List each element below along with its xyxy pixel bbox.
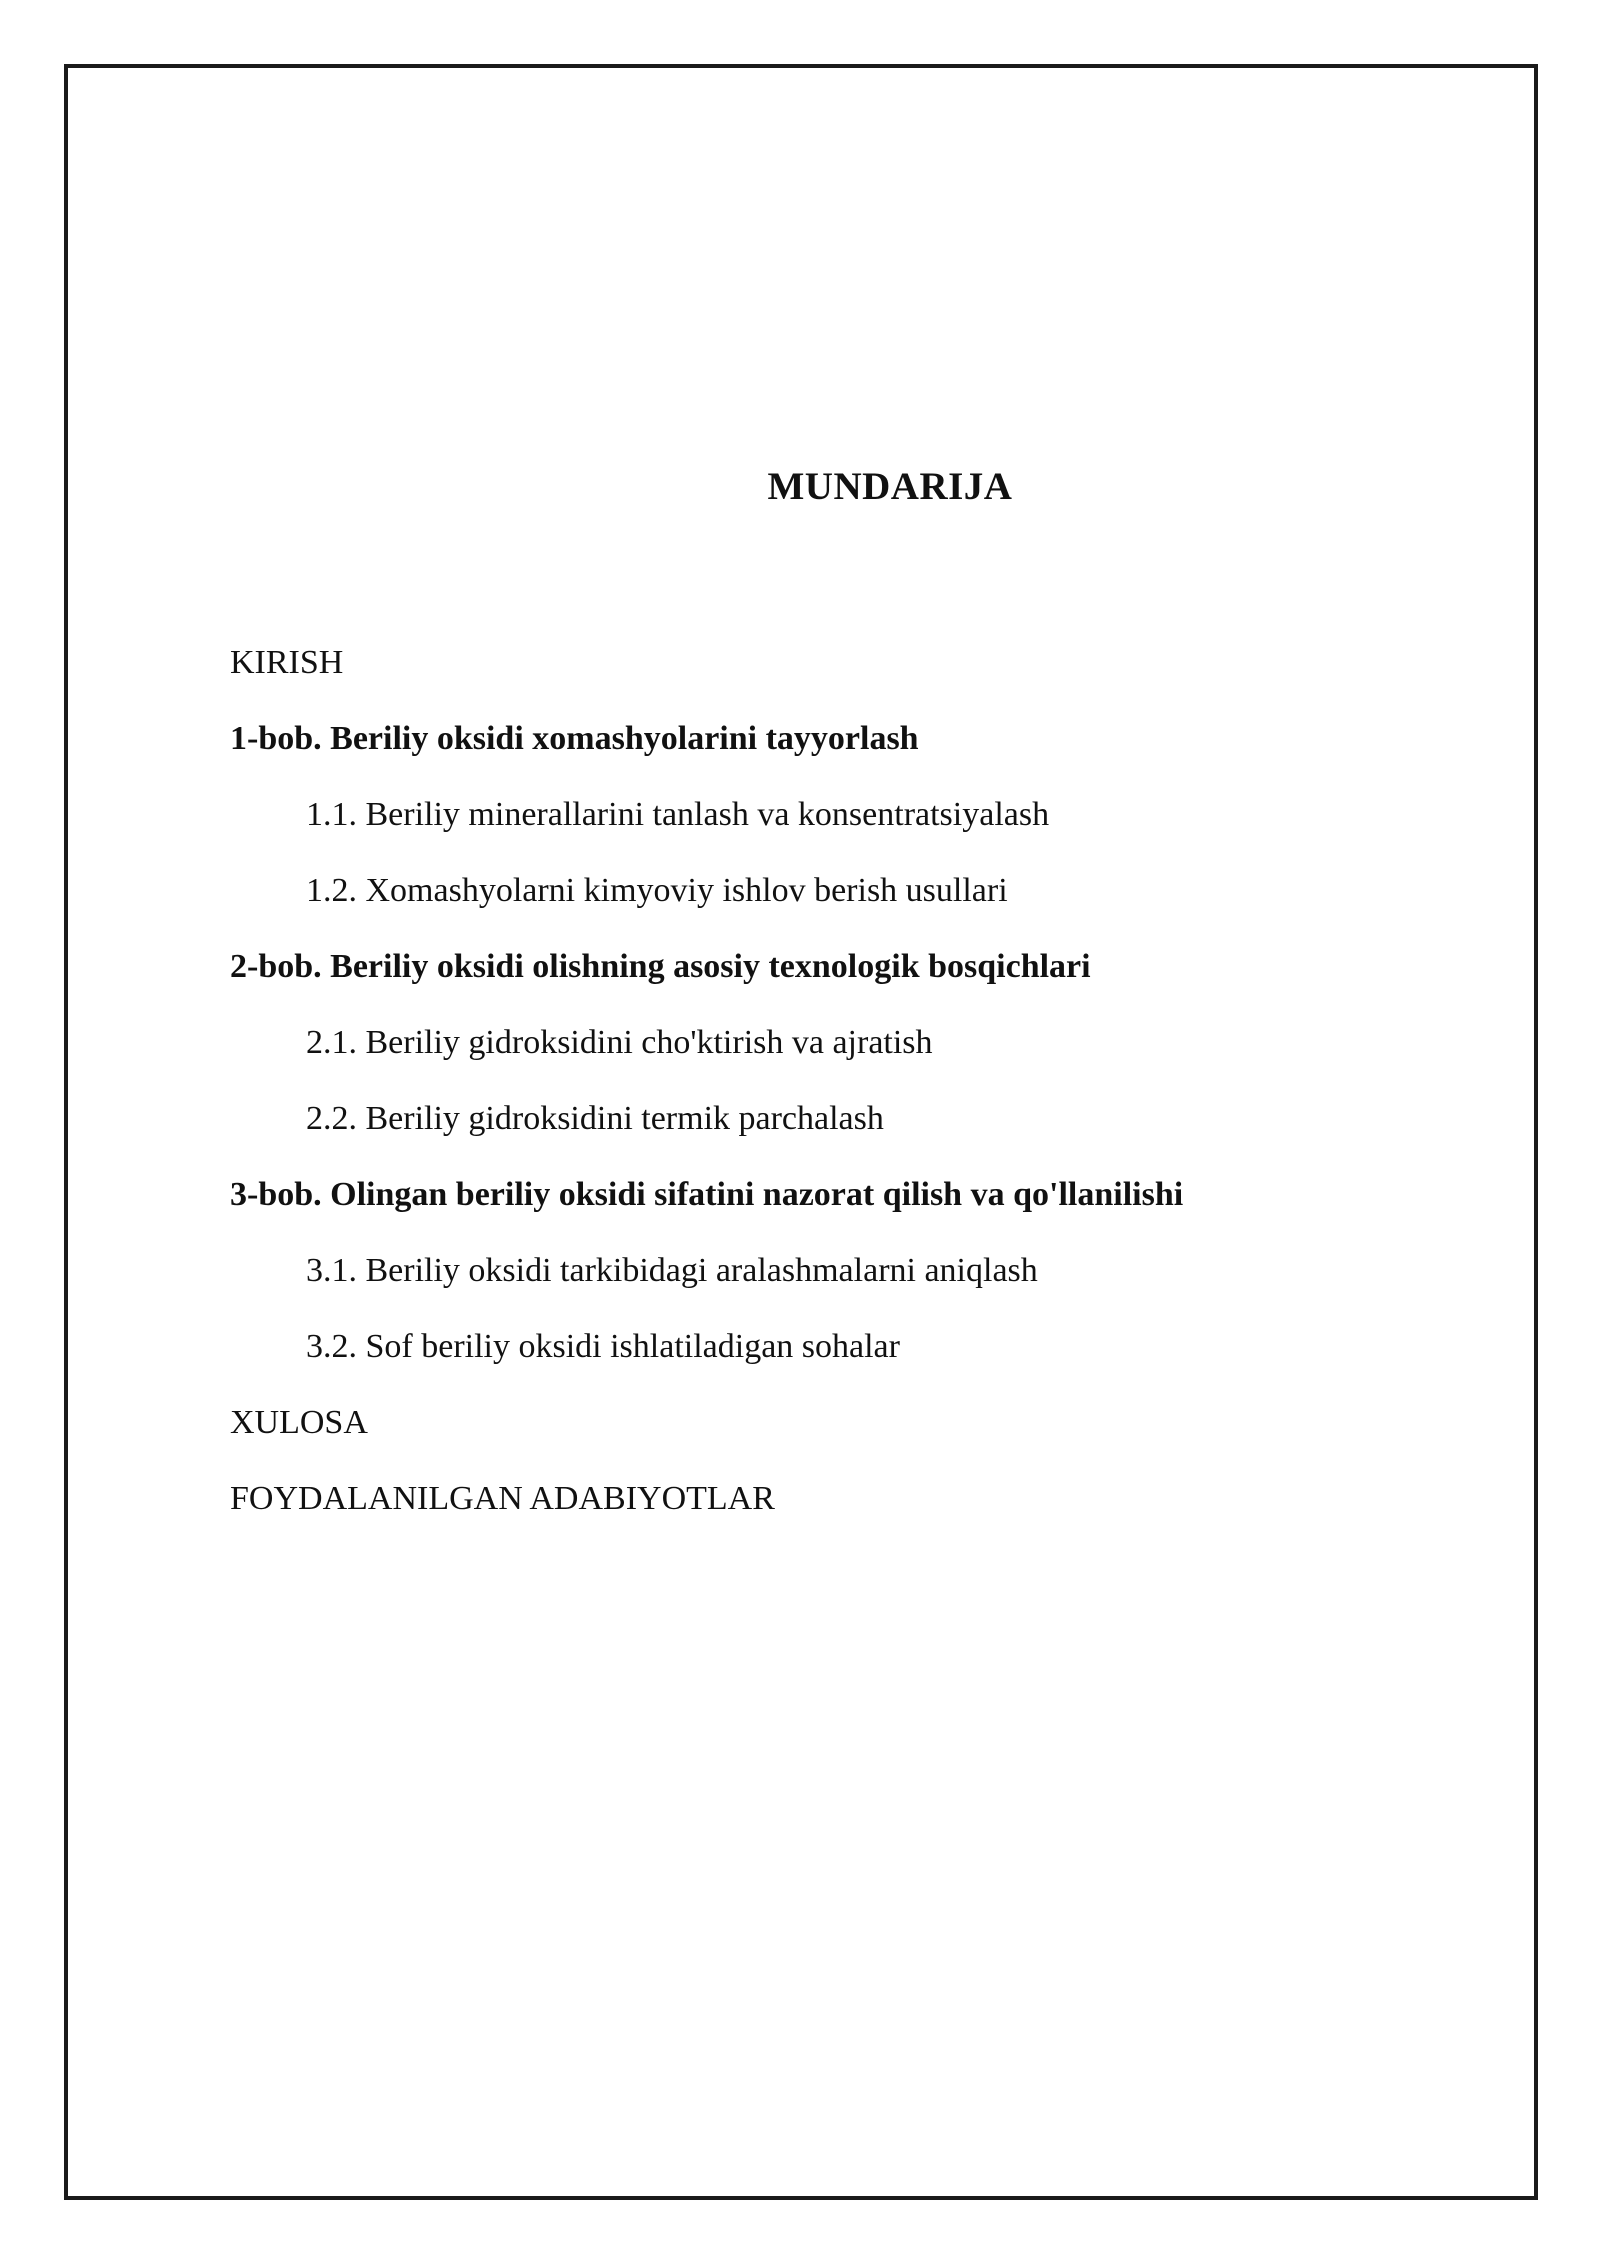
toc-section-3-2: 3.2. Sof beriliy oksidi ishlatiladigan sohalar	[306, 1328, 900, 1365]
toc-chapter-2: 2-bob. Beriliy oksidi olishning asosiy texnologik bosqichlari	[230, 948, 1091, 985]
toc-title: MUNDARIJA	[767, 465, 1013, 508]
toc-section-2-2: 2.2. Beriliy gidroksidini termik parchalash	[306, 1100, 884, 1137]
table-of-contents	[230, 640, 1480, 1552]
toc-section-1-2: 1.2. Xomashyolarni kimyoviy ishlov berish usullari	[306, 872, 1008, 909]
toc-section-1-1: 1.1. Beriliy minerallarini tanlash va konsentratsiyalash	[306, 796, 1050, 833]
toc-chapter-3: 3-bob. Olingan beriliy oksidi sifatini nazorat qilish va qo'llanilishi	[230, 1176, 1184, 1213]
toc-section-3-1: 3.1. Beriliy oksidi tarkibidagi aralashmalarni aniqlash	[306, 1252, 1038, 1289]
toc-entry-xulosa: XULOSA	[230, 1404, 368, 1441]
toc-chapter-1: 1-bob. Beriliy oksidi xomashyolarini tayyorlash	[230, 720, 919, 757]
toc-entry-kirish: KIRISH	[230, 644, 344, 681]
toc-section-2-1: 2.1. Beriliy gidroksidini cho'ktirish va ajratish	[306, 1024, 933, 1061]
toc-entry-references: FOYDALANILGAN ADABIYOTLAR	[230, 1480, 775, 1517]
